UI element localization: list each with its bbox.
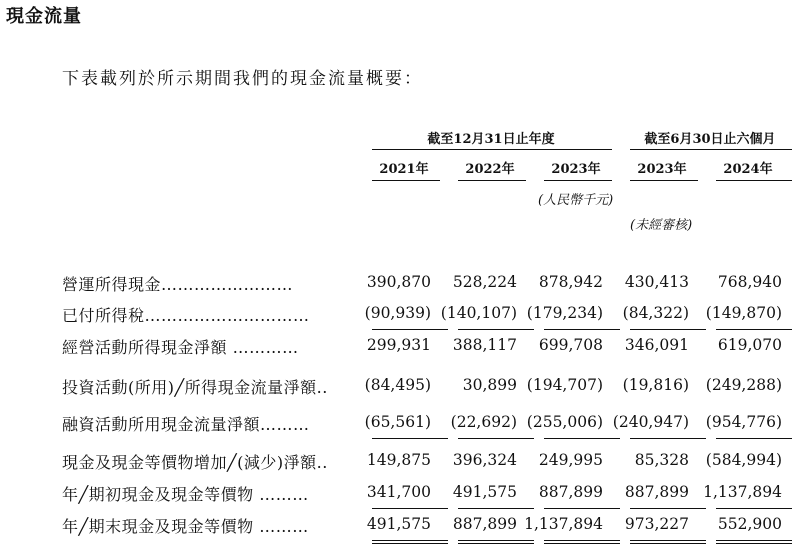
cell-value: 887,899 bbox=[624, 483, 689, 501]
subtotal-rule bbox=[630, 329, 706, 330]
subtotal-rule bbox=[458, 438, 534, 439]
table-row bbox=[62, 412, 792, 436]
cell-value: 430,413 bbox=[624, 273, 689, 291]
year-header-2022: 2022年 bbox=[465, 162, 515, 177]
cell-value: (84,495) bbox=[364, 376, 431, 394]
cell-value: (249,288) bbox=[705, 376, 782, 394]
cell-value: (240,947) bbox=[612, 413, 689, 431]
cell-value: 491,575 bbox=[366, 515, 431, 533]
year-underline bbox=[372, 180, 440, 181]
cell-value: 390,870 bbox=[366, 273, 431, 291]
subtotal-rule bbox=[372, 508, 448, 509]
cell-value: 30,899 bbox=[462, 376, 517, 394]
cell-value: 619,070 bbox=[717, 336, 782, 354]
year-header-2024-half: 2024年 bbox=[723, 162, 773, 177]
subtotal-rule bbox=[716, 508, 792, 509]
year-header-2021: 2021年 bbox=[379, 162, 429, 177]
subtotal-rule bbox=[458, 329, 534, 330]
cell-value: 388,117 bbox=[452, 336, 517, 354]
unaudited-note: (未經審核) bbox=[630, 218, 693, 233]
cell-value: (179,234) bbox=[526, 304, 603, 322]
subtotal-rule bbox=[630, 508, 706, 509]
year-underline bbox=[630, 180, 698, 181]
cell-value: 299,931 bbox=[366, 336, 431, 354]
table-row bbox=[62, 482, 792, 506]
total-double-rule bbox=[630, 540, 706, 544]
row-label: 營運所得現金…………………… bbox=[62, 275, 294, 294]
group-header-underline bbox=[372, 149, 612, 150]
subtotal-rule bbox=[544, 329, 620, 330]
subtotal-rule bbox=[630, 438, 706, 439]
total-double-rule bbox=[716, 540, 792, 544]
cell-value: (584,994) bbox=[705, 451, 782, 469]
subtotal-rule bbox=[372, 329, 448, 330]
cell-value: (255,006) bbox=[526, 413, 603, 431]
cell-value: 1,137,894 bbox=[703, 483, 782, 501]
cell-value: 552,900 bbox=[717, 515, 782, 533]
total-double-rule bbox=[544, 540, 620, 544]
unit-note: (人民幣千元) bbox=[538, 193, 614, 208]
cell-value: 973,227 bbox=[624, 515, 689, 533]
cell-value: 878,942 bbox=[538, 273, 603, 291]
cell-value: 85,328 bbox=[634, 451, 689, 469]
cell-value: 699,708 bbox=[538, 336, 603, 354]
year-header-2023: 2023年 bbox=[551, 162, 601, 177]
row-label: 年╱期初現金及現金等價物 ……… bbox=[62, 485, 309, 504]
subtotal-rule bbox=[716, 329, 792, 330]
cell-value: (65,561) bbox=[364, 413, 431, 431]
row-label: 已付所得稅………………………… bbox=[62, 306, 310, 325]
cell-value: 1,137,894 bbox=[524, 515, 603, 533]
subtotal-rule bbox=[716, 438, 792, 439]
subtotal-rule bbox=[544, 438, 620, 439]
cell-value: 346,091 bbox=[624, 336, 689, 354]
cell-value: (22,692) bbox=[450, 413, 517, 431]
group-header-underline bbox=[630, 149, 792, 150]
group-header-years: 截至12月31日止年度 bbox=[427, 132, 555, 147]
section-heading: 現金流量 bbox=[6, 6, 82, 27]
total-double-rule bbox=[372, 540, 448, 544]
subtotal-rule bbox=[544, 508, 620, 509]
cell-value: 491,575 bbox=[452, 483, 517, 501]
cell-value: 528,224 bbox=[452, 273, 517, 291]
row-label: 經營活動所得現金淨額 ………… bbox=[62, 338, 299, 357]
group-header-halfyear: 截至6月30日止六個月 bbox=[644, 132, 776, 147]
cell-value: 887,899 bbox=[452, 515, 517, 533]
table-row bbox=[62, 303, 792, 327]
cell-value: 768,940 bbox=[717, 273, 782, 291]
table-row bbox=[62, 514, 792, 538]
cell-value: (140,107) bbox=[440, 304, 517, 322]
cell-value: 249,995 bbox=[538, 451, 603, 469]
row-label: 融資活動所用現金流量淨額……… bbox=[62, 415, 310, 434]
table-row bbox=[62, 375, 792, 399]
cell-value: 887,899 bbox=[538, 483, 603, 501]
intro-text: 下表載列於所示期間我們的現金流量概要： bbox=[62, 69, 423, 89]
table-row bbox=[62, 272, 792, 296]
cell-value: (149,870) bbox=[705, 304, 782, 322]
cell-value: 396,324 bbox=[452, 451, 517, 469]
cell-value: (84,322) bbox=[622, 304, 689, 322]
year-underline bbox=[716, 180, 792, 181]
table-row bbox=[62, 335, 792, 359]
row-label: 投資活動(所用)╱所得現金流量淨額.. bbox=[62, 378, 328, 397]
year-header-2023-half: 2023年 bbox=[637, 162, 687, 177]
cell-value: (19,816) bbox=[622, 376, 689, 394]
table-row bbox=[62, 450, 792, 474]
cell-value: 149,875 bbox=[366, 451, 431, 469]
row-label: 年╱期末現金及現金等價物 ……… bbox=[62, 517, 309, 536]
cell-value: 341,700 bbox=[366, 483, 431, 501]
year-underline bbox=[544, 180, 612, 181]
total-double-rule bbox=[458, 540, 534, 544]
year-underline bbox=[458, 180, 526, 181]
cell-value: (194,707) bbox=[526, 376, 603, 394]
subtotal-rule bbox=[458, 508, 534, 509]
cell-value: (90,939) bbox=[364, 304, 431, 322]
row-label: 現金及現金等價物增加╱(減少)淨額.. bbox=[62, 453, 328, 472]
subtotal-rule bbox=[372, 438, 448, 439]
cell-value: (954,776) bbox=[705, 413, 782, 431]
